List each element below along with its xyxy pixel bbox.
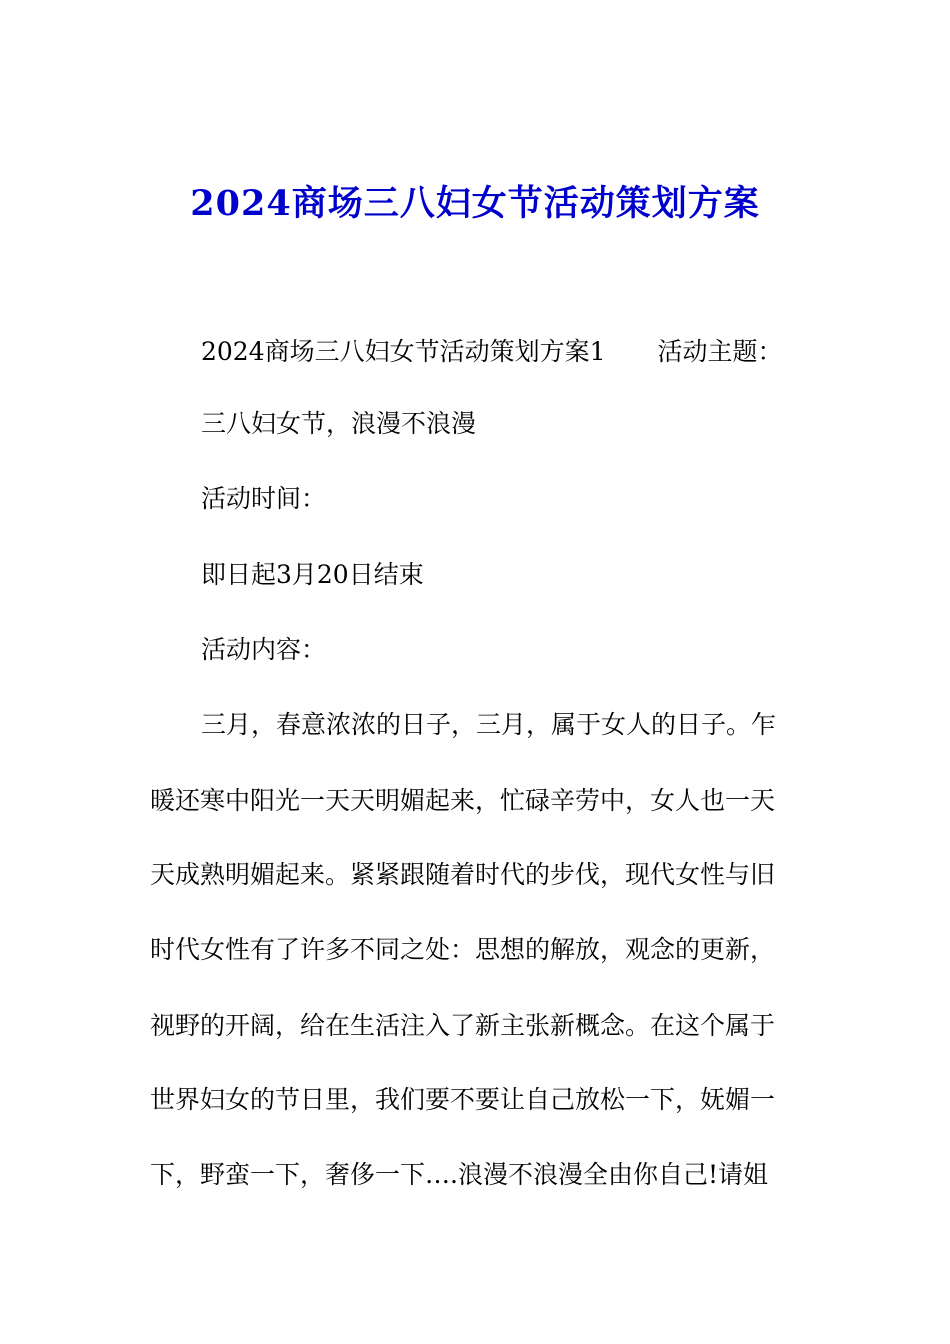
document-title: 2024商场三八妇女节活动策划方案 bbox=[190, 183, 760, 224]
theme-value: 三八妇女节，浪漫不浪漫 bbox=[201, 409, 477, 438]
time-label: 活动时间： bbox=[201, 484, 327, 513]
paragraph-heading-line bbox=[201, 334, 851, 370]
plan-heading: 2024商场三八妇女节活动策划方案1 bbox=[201, 337, 606, 366]
body-line-1: 三月，春意浓浓的日子，三月，属于女人的日子。乍 bbox=[201, 710, 777, 739]
body-line-2: 暖还寒中阳光一天天明媚起来，忙碌辛劳中，女人也一天 bbox=[150, 786, 776, 815]
body-line-6: 世界妇女的节日里，我们要不要让自己放松一下，妩媚一 bbox=[150, 1085, 776, 1114]
theme-label: 活动主题： bbox=[657, 337, 783, 366]
content-label: 活动内容： bbox=[201, 635, 327, 664]
body-line-3: 天成熟明媚起来。紧紧跟随着时代的步伐，现代女性与旧 bbox=[150, 860, 776, 889]
time-value: 即日起3月20日结束 bbox=[201, 560, 424, 589]
body-line-5: 视野的开阔，给在生活注入了新主张新概念。在这个属于 bbox=[150, 1011, 776, 1040]
body-line-7: 下，野蛮一下，奢侈一下….浪漫不浪漫全由你自己!请姐 bbox=[150, 1160, 768, 1189]
body-line-4: 时代女性有了许多不同之处：思想的解放，观念的更新， bbox=[150, 935, 776, 964]
